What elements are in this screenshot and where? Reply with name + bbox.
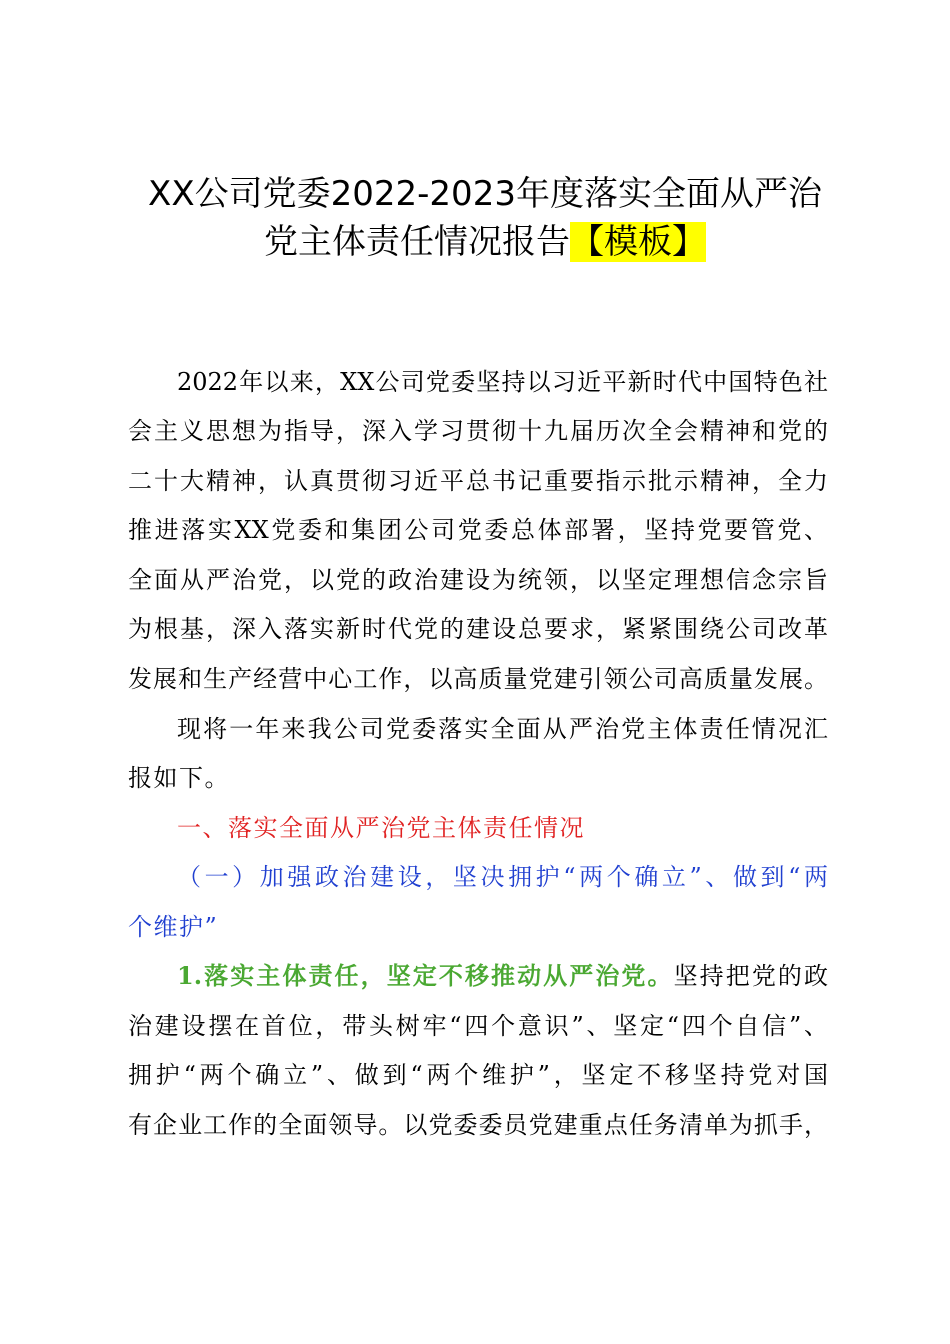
report-line-1: 现将一年来我公司党委落实全面从严治党主体责任情况汇: [177, 715, 828, 743]
point1-line-3: 拥护“两个确立”、做到“两个维护”，坚定不移坚持党对国: [128, 1061, 828, 1089]
point1-line-4: 有企业工作的全面领导。以党委委员党建重点任务清单为抓手，: [128, 1111, 828, 1139]
point1-line-2: 治建设摆在首位，带头树牢“四个意识”、坚定“四个自信”、: [128, 1012, 828, 1040]
point1-first-line: [177, 960, 828, 992]
point1-heading: 1.落实主体责任，坚定不移推动从严治党。: [177, 961, 674, 990]
report-line-2: 报如下。: [128, 764, 230, 792]
intro-line-2: 会主义思想为指导，深入学习贯彻十九届历次全会精神和党的: [128, 417, 828, 445]
template-tag-highlight: 【模板】: [570, 222, 706, 262]
intro-line-4: 推进落实XX党委和集团公司党委总体部署，坚持党要管党、: [128, 516, 828, 544]
intro-line-1: 2022年以来，XX公司党委坚持以习近平新时代中国特色社: [177, 368, 828, 396]
subsection-heading-line-1: （一）加强政治建设，坚决拥护“两个确立”、做到“两: [177, 863, 828, 891]
subsection-heading-line-2: 个维护”: [128, 913, 219, 941]
intro-line-3: 二十大精神，认真贯彻习近平总书记重要指示批示精神，全力: [128, 467, 828, 495]
point1-first-line-text: 坚持把党的政: [673, 962, 828, 990]
document-title-line1: XX公司党委2022-2023年度落实全面从严治: [148, 174, 822, 214]
intro-line-6: 为根基，深入落实新时代党的建设总要求，紧紧围绕公司改革: [128, 615, 828, 643]
title-main-text: 党主体责任情况报告: [264, 222, 570, 262]
intro-line-5: 全面从严治党，以党的政治建设为统领，以坚定理想信念宗旨: [128, 566, 828, 594]
section-heading-1: 一、落实全面从严治党主体责任情况: [177, 814, 585, 842]
document-title-line2: [90, 218, 880, 266]
intro-line-7: 发展和生产经营中心工作，以高质量党建引领公司高质量发展。: [128, 665, 828, 693]
